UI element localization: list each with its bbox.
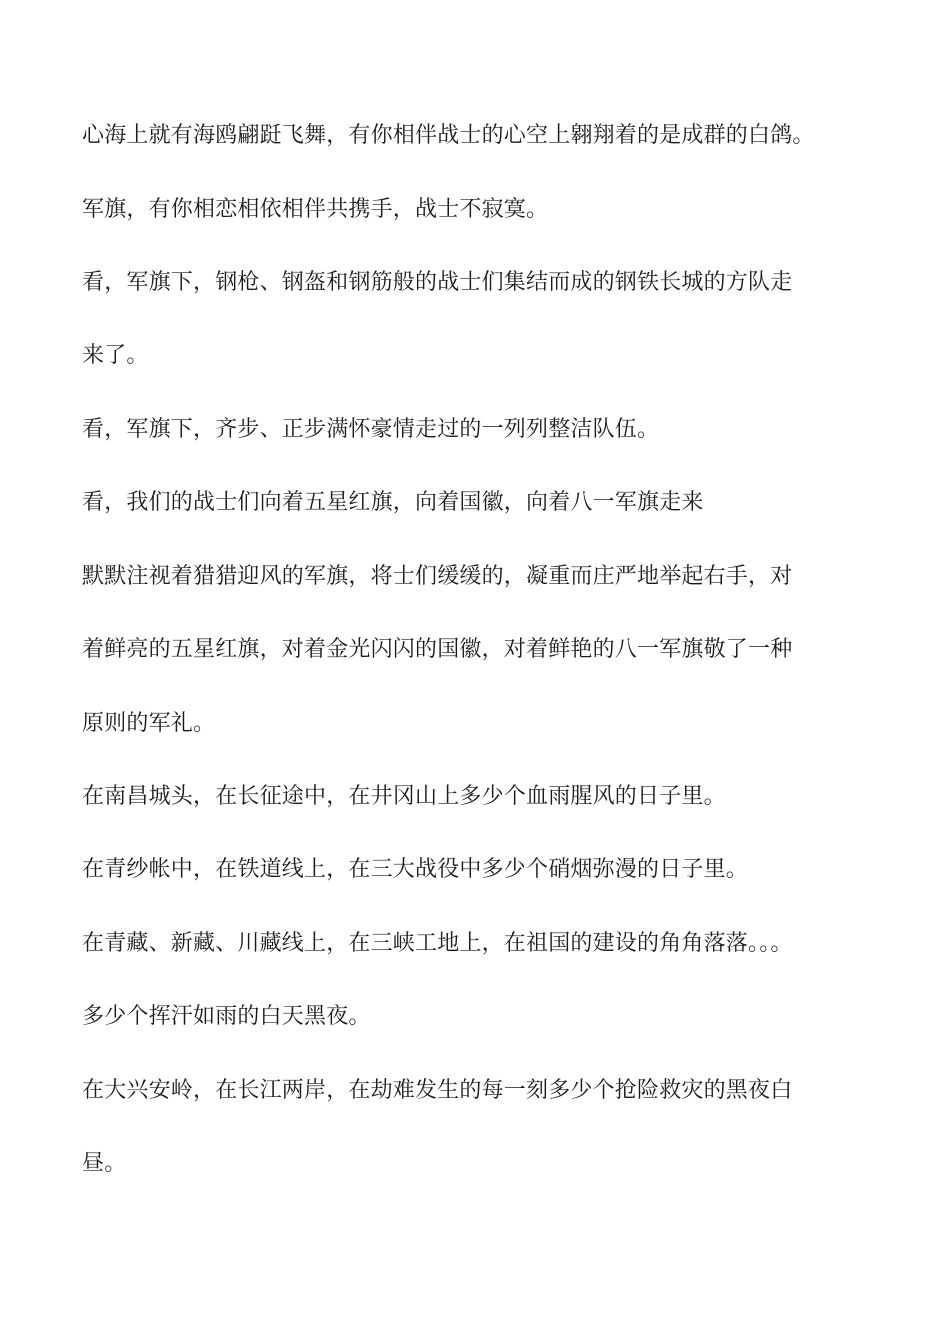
text-line: 看，军旗下，钢枪、钢盔和钢筋般的战士们集结而成的钢铁长城的方队走 [82, 270, 793, 295]
text-line: 多少个挥汗如雨的白天黑夜。 [82, 1004, 371, 1029]
text-line: 昼。 [82, 1151, 127, 1176]
text-line: 来了。 [82, 343, 149, 368]
text-line: 心海上就有海鸥翩跹飞舞，有你相伴战士的心空上翱翔着的是成群的白鸽。 [82, 123, 815, 148]
text-line: 在青藏、新藏、川藏线上，在三峡工地上，在祖国的建设的角角落落。。。 [82, 931, 793, 956]
text-line: 原则的军礼。 [82, 711, 216, 736]
text-line: 着鲜亮的五星红旗，对着金光闪闪的国徽，对着鲜艳的八一军旗敬了一种 [82, 637, 793, 662]
text-line: 在青纱帐中，在铁道线上，在三大战役中多少个硝烟弥漫的日子里。 [82, 857, 749, 882]
text-line: 在南昌城头，在长征途中，在井冈山上多少个血雨腥风的日子里。 [82, 784, 726, 809]
text-line: 军旗，有你相恋相依相伴共携手，战士不寂寞。 [82, 197, 549, 222]
text-line: 看，我们的战士们向着五星红旗，向着国徽，向着八一军旗走来 [82, 490, 704, 515]
text-line: 在大兴安岭，在长江两岸，在劫难发生的每一刻多少个抢险救灾的黑夜白 [82, 1078, 793, 1103]
text-line: 默默注视着猎猎迎风的军旗，将士们缓缓的，凝重而庄严地举起右手，对 [82, 564, 793, 589]
text-line: 看，军旗下，齐步、正步满怀豪情走过的一列列整洁队伍。 [82, 417, 660, 442]
